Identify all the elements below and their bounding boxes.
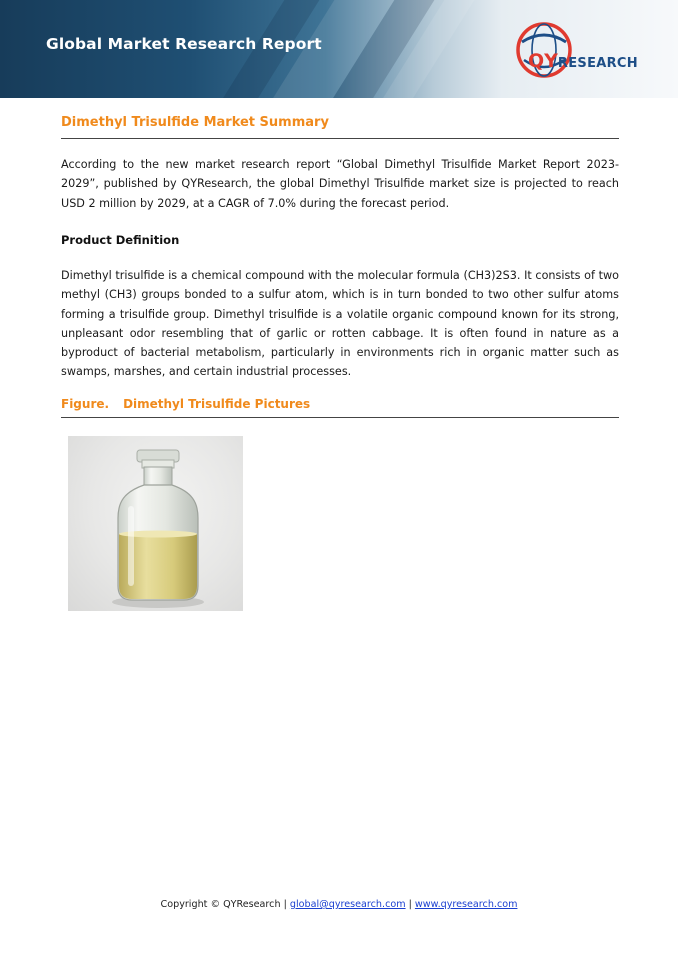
product-photo bbox=[68, 436, 243, 611]
footer bbox=[0, 899, 678, 910]
figure-divider bbox=[61, 417, 619, 418]
logo-word: RESEARCH bbox=[557, 56, 638, 71]
definition-paragraph: Dimethyl trisulfide is a chemical compound with the molecular formula (CH3)2S3. It consists of two methyl (CH3) groups bonded to a sulfur atom, which is in turn bonded to two other sulfur atoms forming a trisulfide group. Dimethyl trisulfide is a volatile organic compound known for its strong, unpleasant odor resembling that of garlic or rotten cabbage. It is often found in nature as a byproduct of bacterial metabolism, particularly in environments rich in organic matter such as swamps, marshes, and certain industrial processes. bbox=[61, 269, 619, 379]
definition-title: Product Definition bbox=[61, 233, 180, 247]
logo-mark: QY bbox=[528, 50, 558, 72]
qyresearch-logo bbox=[514, 22, 654, 82]
footer-email-link[interactable]: global@qyresearch.com bbox=[289, 899, 406, 910]
bottle-illustration bbox=[68, 436, 243, 611]
footer-separator: | bbox=[408, 899, 412, 910]
footer-separator: | bbox=[283, 899, 287, 910]
logo-wordmark bbox=[528, 52, 638, 71]
section-divider bbox=[61, 138, 619, 139]
report-title: Global Market Research Report bbox=[46, 35, 322, 53]
footer-website-link[interactable]: www.qyresearch.com bbox=[414, 899, 518, 910]
summary-title: Dimethyl Trisulfide Market Summary bbox=[61, 115, 329, 130]
figure-label: Figure. bbox=[61, 397, 110, 411]
figure-title: Dimethyl Trisulfide Pictures bbox=[123, 397, 311, 411]
summary-paragraph: According to the new market research report “Global Dimethyl Trisulfide Market Report 2023-2029”, published by QYResearch, the global Dimethyl Trisulfide market size is projected to reach USD 2 million by 2029, at a CAGR of 7.0% during the forecast period. bbox=[61, 158, 619, 210]
header-banner bbox=[0, 0, 678, 98]
footer-copyright: Copyright © QYResearch bbox=[160, 899, 281, 910]
figure-caption bbox=[61, 397, 310, 411]
